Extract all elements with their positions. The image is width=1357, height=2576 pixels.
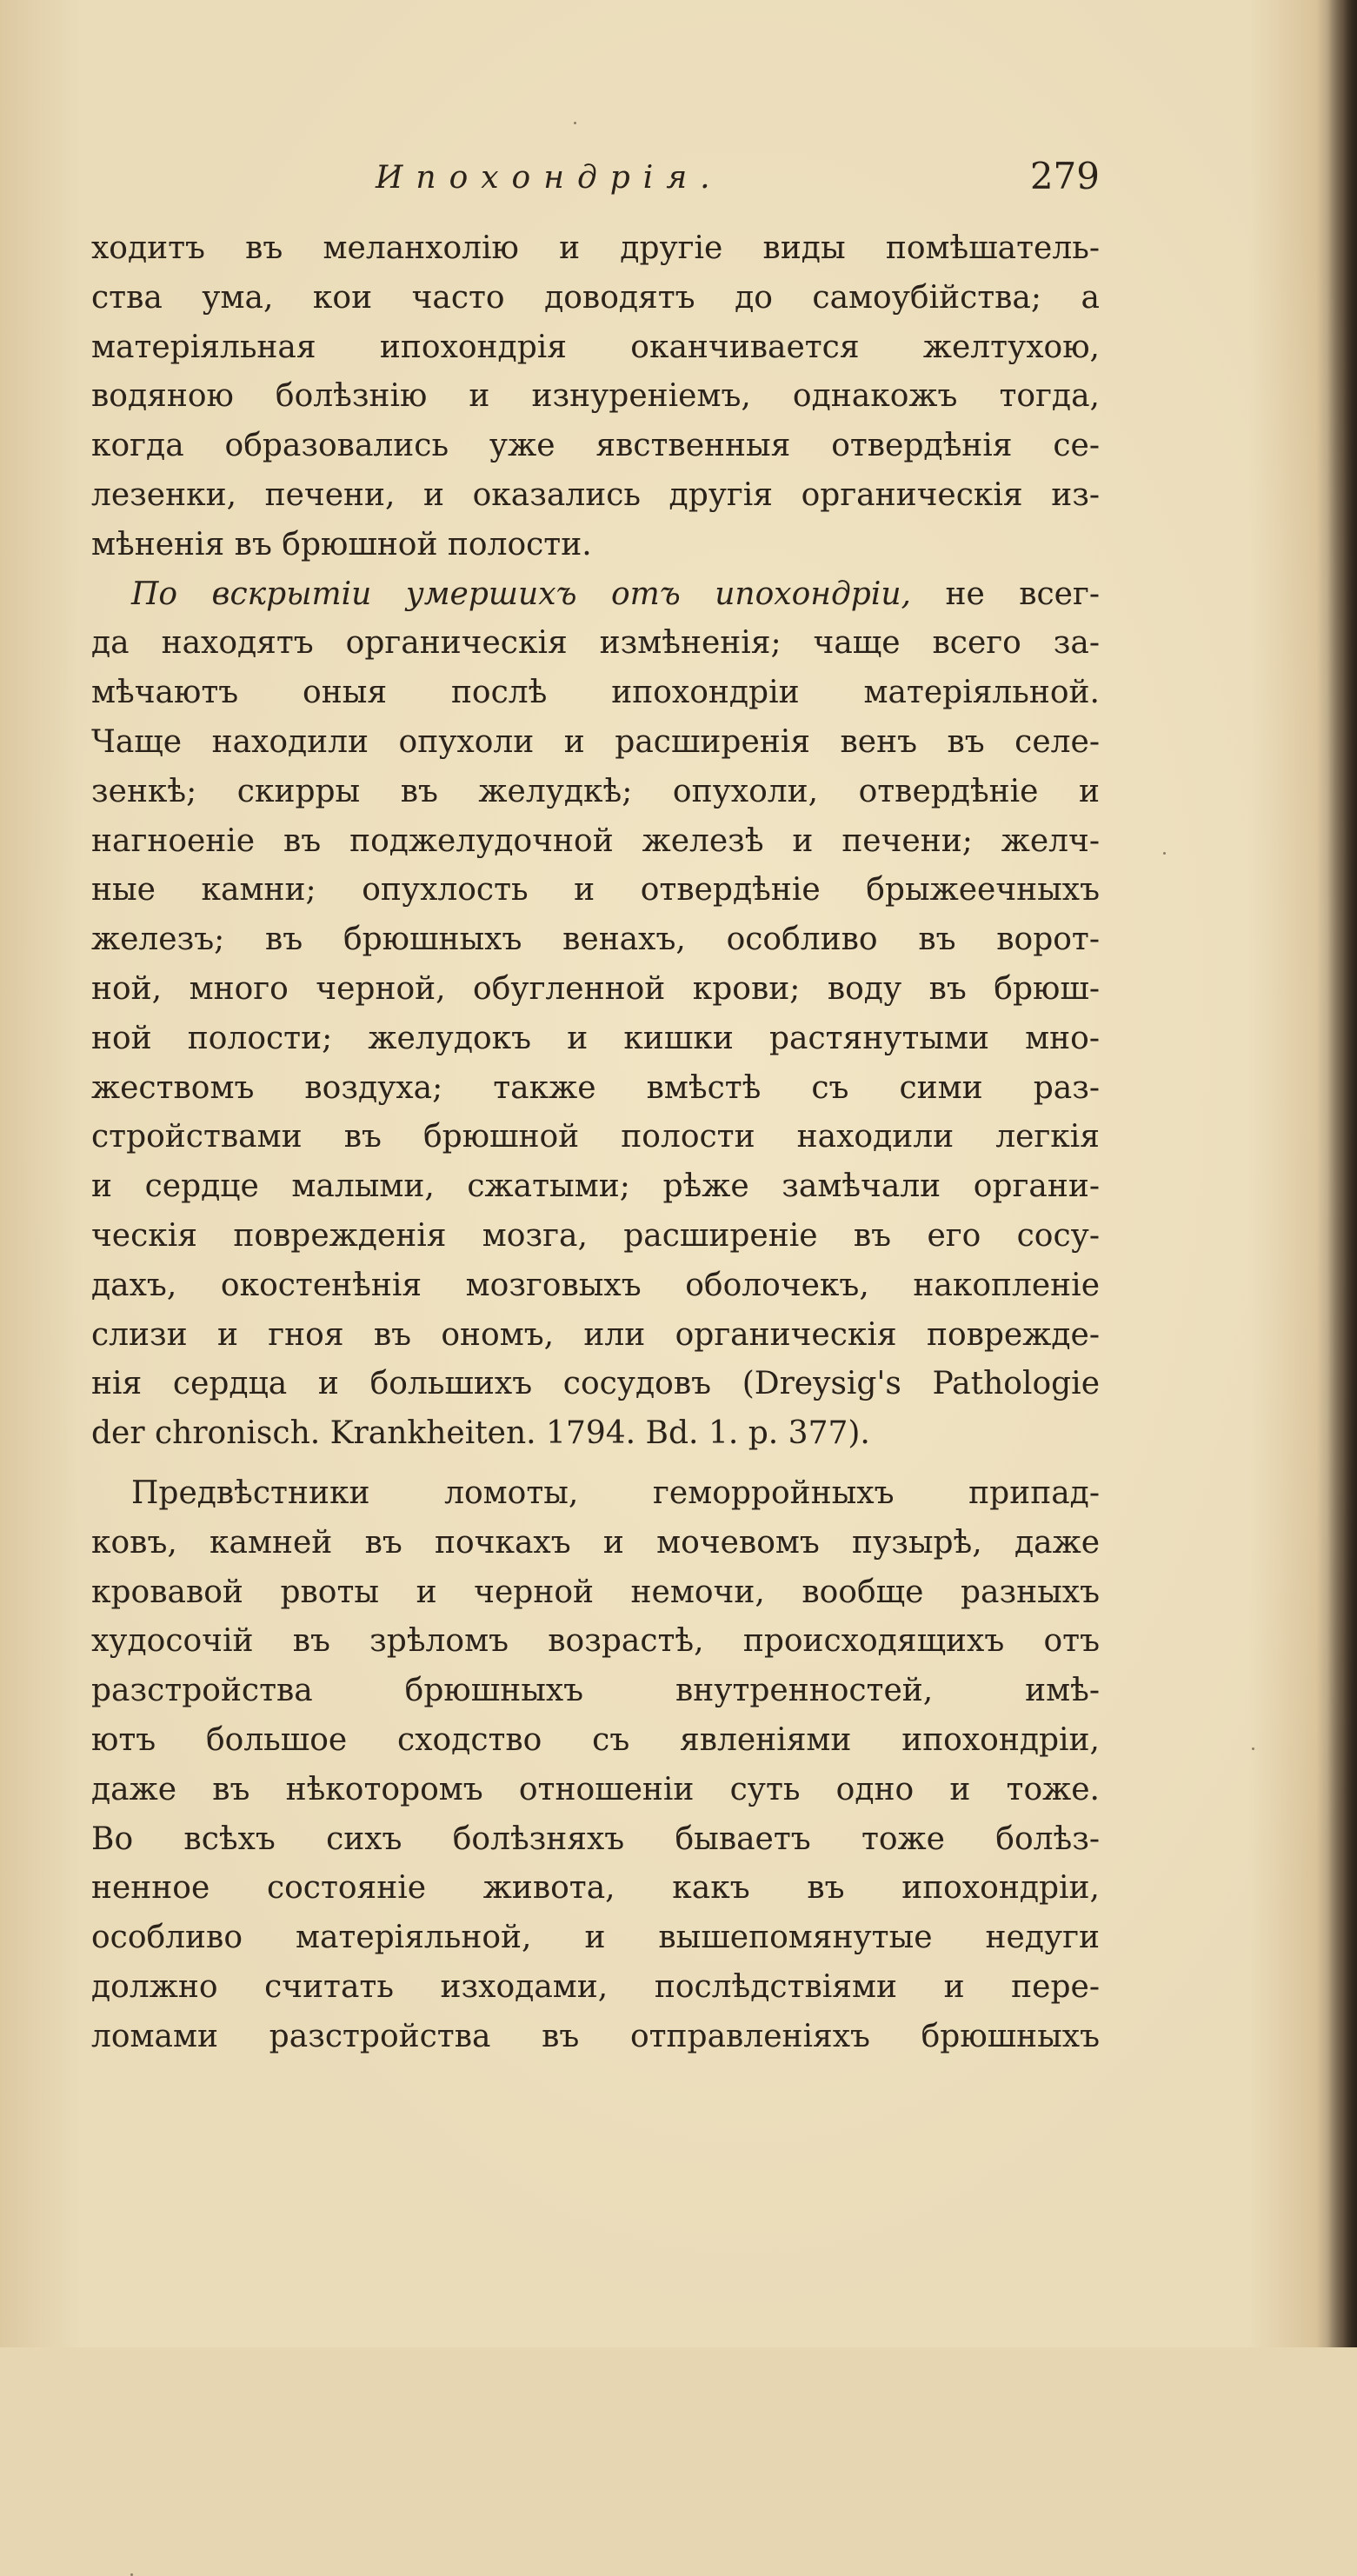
paper-speck [574,122,576,124]
text-line: слизи и гноя въ ономъ, или органическія поврежде- [91,1316,1100,1353]
text-line: мѣчаютъ оныя послѣ ипохондріи матеріяльной. [91,675,1100,711]
paragraph-1 [91,224,1100,570]
page-header [87,152,1100,204]
text-line: когда образовались уже явственныя отвердѣнія се- [91,428,1100,464]
paragraph-3 [91,1469,1100,2062]
text-line: Чаще находили опухоли и расширенія венъ въ селе- [91,723,1100,760]
paper-speck [1163,852,1166,855]
text-line: ковъ, камней въ почкахъ и мочевомъ пузырѣ, даже [91,1524,1100,1561]
text-line: дахъ, окостенѣнія мозговыхъ оболочекъ, накопленіе [91,1267,1100,1303]
text-line: ходитъ въ меланхолію и другіе виды помѣшатель- [91,230,1100,266]
text-line: должно считать изходами, послѣдствіями и пере- [91,1968,1100,2005]
italic-phrase: По вскрытіи умершихъ отъ ипохондріи, [131,576,911,612]
text-line: матеріяльная ипохондрія оканчивается желтухою, [91,329,1100,365]
text-line: der chronisch. Krankheiten. 1794. Bd. 1. p. 377). [91,1415,870,1452]
text-line: лезенки, печени, и оказались другія органическія из- [91,476,1100,513]
text-run: не всег- [910,576,1100,612]
text-line: Предвѣстники ломоты, геморройныхъ припад- [131,1474,1100,1511]
text-line: мѣненія въ брюшной полости. [91,526,592,562]
text-line [91,570,1100,620]
text-line: зенкѣ; скирры въ желудкѣ; опухоли, отвердѣніе и [91,773,1100,809]
text-line: стройствами въ брюшной полости находили легкія [91,1119,1100,1155]
text-line: особливо матеріяльной, и вышепомянутые недуги [91,1920,1100,1956]
text-line: и сердце малыми, сжатыми; рѣже замѣчали органи- [91,1168,1100,1205]
text-line: жествомъ воздуха; также вмѣстѣ съ сими раз- [91,1069,1100,1106]
text-line: ной полости; желудокъ и кишки растянутыми мно- [91,1020,1100,1056]
spine-shadow [1327,0,1357,2347]
text-line: ства ума, кои часто доводятъ до самоубійства; а [91,279,1100,316]
text-line: ломами разстройства въ отправленіяхъ брюшныхъ [91,2018,1100,2054]
text-line: даже въ нѣкоторомъ отношеніи суть одно и тоже. [91,1771,1100,1807]
text-line: водяною болѣзнію и изнуреніемъ, однакожъ тогда, [91,378,1100,415]
text-line: Во всѣхъ сихъ болѣзняхъ бываетъ тоже болѣз- [91,1821,1100,1857]
text-line: ной, много черной, обугленной крови; воду въ брюш- [91,970,1100,1007]
text-line: ческія поврежденія мозга, расширеніе въ его сосу- [91,1217,1100,1254]
text-line: ные камни; опухлость и отвердѣніе брыжеечныхъ [91,872,1100,909]
running-title: Ипохондрія. [376,160,723,196]
text-line: железъ; въ брюшныхъ венахъ, особливо въ ворот- [91,922,1100,958]
text-line: разстройства брюшныхъ внутренностей, имѣ- [91,1673,1100,1709]
text-line: да находятъ органическія измѣненія; чаще всего за- [91,625,1100,662]
text-line: ютъ большое сходство съ явленіями ипохондріи, [91,1721,1100,1758]
paragraph-2 [91,570,1100,1459]
text-line: худосочій въ зрѣломъ возрастѣ, происходящихъ отъ [91,1623,1100,1660]
page-number: 279 [1029,155,1100,197]
text-line: кровавой рвоты и черной немочи, вообще разныхъ [91,1574,1100,1610]
text-line: ненное состояніе живота, какъ въ ипохондріи, [91,1870,1100,1907]
body-text [91,224,1100,2061]
text-line: нія сердца и большихъ сосудовъ (Dreysig's Pathologie [91,1366,1100,1402]
paper-speck [1252,1747,1254,1750]
text-line: нагноеніе въ поджелудочной железѣ и печени; желч- [91,822,1100,859]
